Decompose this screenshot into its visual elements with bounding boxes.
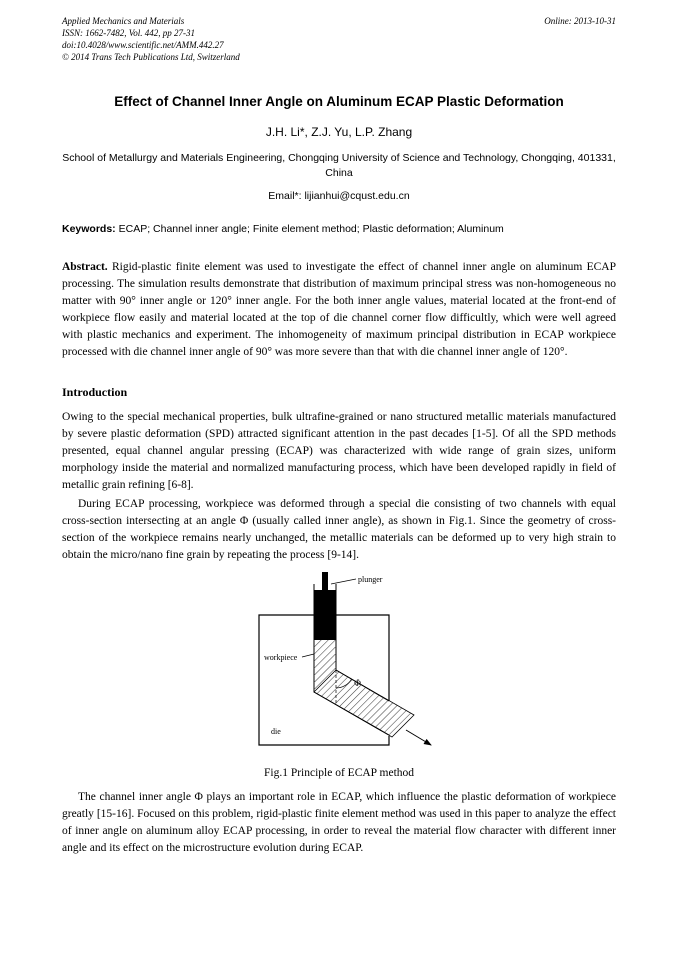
closing-paragraph: The channel inner angle Φ plays an important role in ECAP, which influence the plastic deformation of workpiece greatly [15-16]. Focused on this problem, rigid-plastic finite element method was used in this paper to analyze the effect of inner angle on aluminum alloy ECAP processing, in order to reveal the material flow character with different inner angle and its effect on the microstructure evolution during ECAP. [62,790,616,854]
copyright-line: © 2014 Trans Tech Publications Ltd, Switzerland [62,51,240,62]
ecap-figure [62,570,616,779]
intro-paragraph-1: Owing to the special mechanical properties, bulk ultrafine-grained or nano structured metallic materials manufactured by severe plastic deformation (SPD) attracted significant attention in the past decades [1-5]. Of all the SPD methods presented, equal channel angular pressing (ECAP) was characterized with wide range of grain sizes, uniform morphology inside the material and normalized manufacturing process, which have been developed rapidly in field of metallic grain refining [6-8]. [62,410,616,491]
issn-volume-line: ISSN: 1662-7482, Vol. 442, pp 27-31 [62,27,195,38]
flow-arrow [406,730,431,745]
plunger-rod [322,572,328,590]
abstract-text: Rigid-plastic finite element was used to investigate the effect of channel inner angle on aluminum ECAP processing. The simulation results demonstrate that distribution of maximum principal stress was non-homogeneous no matter with 90° inner angle or 120° inner angle. For the both inner angle values, material located at the front-end of workpiece flow easily and material located at the top of die channel corner flow difficultly, which were well agreed with plastic mechanics and experiment. The inhomogeneity of maximum principal distribution in ECAP workpiece processed with die channel inner angle of 90° was more severe than that with die channel inner angle of 120°. [62,260,617,358]
plunger-pointer-line [331,579,356,584]
keywords-label: Keywords: [62,222,116,235]
plunger-label: plunger [358,574,383,584]
journal-name: Applied Mechanics and Materials [62,16,185,26]
doi-line: doi:10.4028/www.scientific.net/AMM.442.27 [62,39,224,50]
paper-title: Effect of Channel Inner Angle on Aluminum ECAP Plastic Deformation [114,93,564,109]
email-line: Email*: lijianhui@cqust.edu.cn [268,189,410,202]
online-date: Online: 2013-10-31 [544,16,616,26]
section-heading-introduction: Introduction [62,384,128,399]
abstract-paragraph [62,259,616,361]
workpiece-label: workpiece [264,652,298,662]
intro-paragraph-2: During ECAP processing, workpiece was deformed through a special die consisting of two channels with equal cross-section intersecting at an angle Φ (usually called inner angle), as shown in Fig.1. Since the geometry of cross-section of the workpiece remains nearly unchanged, the metallic materials can be deformed up to very high strain to obtain the micro/nano fine grain by repeating the process [9-14]. [62,497,616,561]
figure-caption: Fig.1 Principle of ECAP method [263,766,415,779]
workpiece-extruded-shape [314,670,414,737]
authors-line: J.H. Li*, Z.J. Yu, L.P. Zhang [265,124,413,139]
plunger-shape [315,590,336,640]
keywords-text: ECAP; Channel inner angle; Finite element method; Plastic deformation; Aluminum [118,222,504,235]
affiliation: School of Metallurgy and Materials Engineering, Chongqing University of Science and Technology, Chongqing, 401331, China [62,151,616,179]
workpiece-pointer-line [302,654,314,657]
ecap-diagram [214,570,464,758]
journal-info-block [62,16,240,64]
page-header [62,16,616,64]
angle-label: Φ [354,677,361,688]
die-label: die [271,726,281,736]
keywords-line [62,222,616,237]
abstract-label: Abstract. [62,260,108,273]
